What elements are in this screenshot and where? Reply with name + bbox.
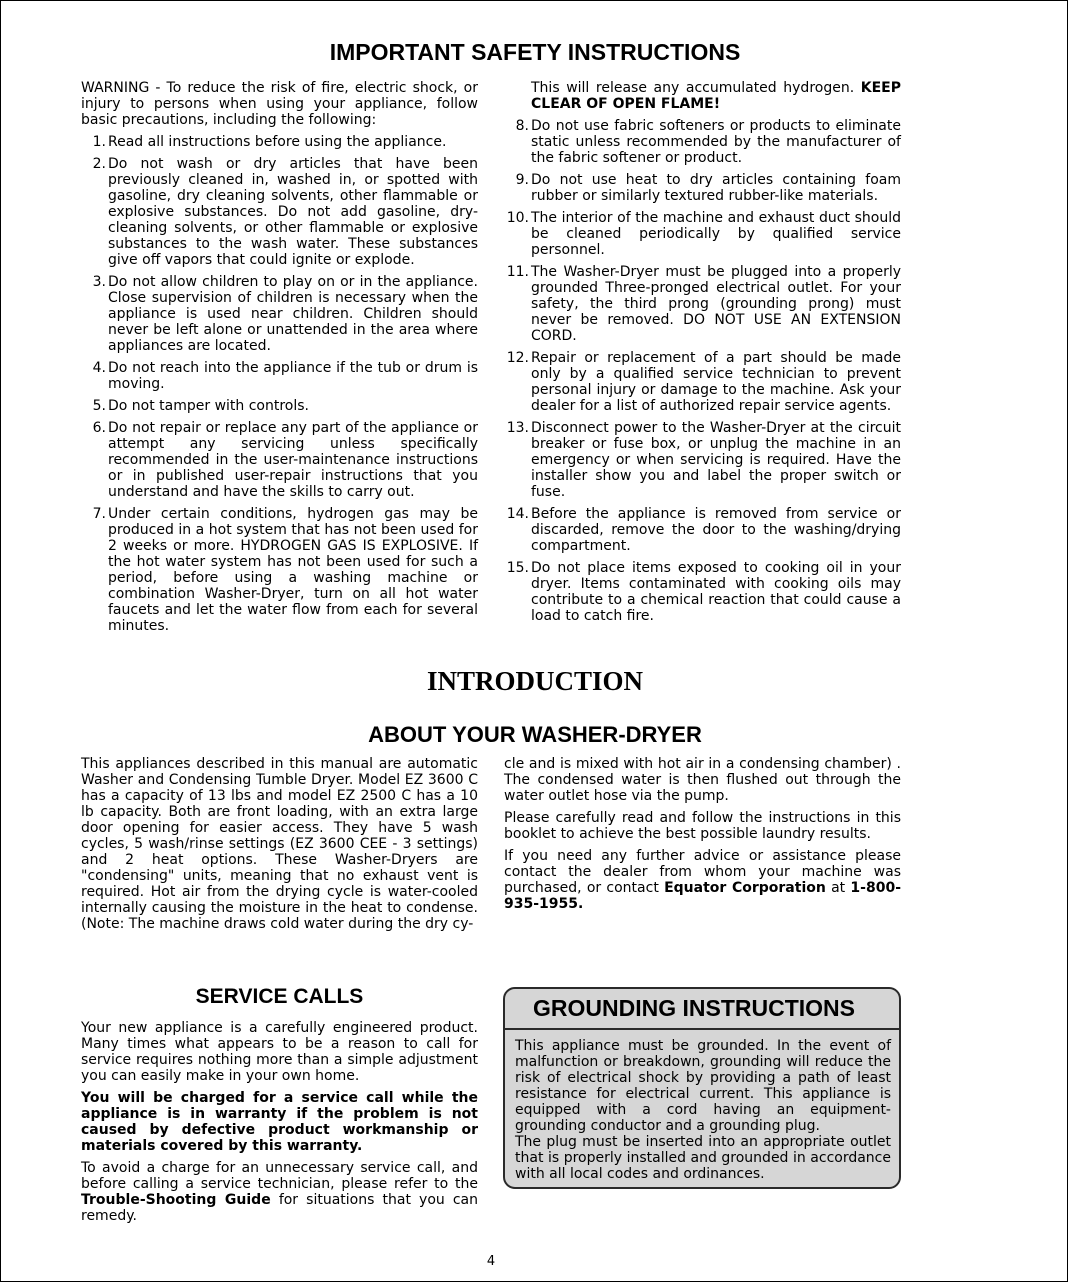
troubleshooting-guide-reference: Trouble-Shooting Guide [81,1192,271,1208]
intro-right-column [504,756,901,918]
safety-item: 15. Do not place items exposed to cooking oil in your dryer. Items contaminated with cooking oils may contribute to a chemical reaction that could cause a load to catch fire. [506,560,901,624]
phone-number: 1-800-935-1955. [504,880,902,912]
hydrogen-continuation: This will release any accumulated hydrogen. KEEP CLEAR OF OPEN FLAME! [531,80,901,112]
grounding-text-2: The plug must be inserted into an appropriate outlet that is properly installed and grounded in accordance with all local codes and ordinances. [515,1134,891,1182]
safety-item: 14. Before the appliance is removed from service or discarded, remove the door to the washing/drying compartment. [506,506,901,554]
intro-read-instructions-text: Please carefully read and follow the instructions in this booklet to achieve the best possible laundry results. [504,810,901,842]
service-calls-title: SERVICE CALLS [195,985,364,1008]
grounding-instructions-box [503,987,901,1189]
open-flame-warning: KEEP CLEAR OF OPEN FLAME! [531,80,901,112]
intro-condensed-water-text: cle and is mixed with hot air in a condensing chamber) . The condensed water is then flushed out through the water outlet hose via the pump. [504,756,901,804]
safety-list-part-2 [504,118,901,624]
safety-item: 4. Do not reach into the appliance if the tub or drum is moving. [92,360,478,392]
company-name: Equator Corporation [664,880,826,896]
grounding-body [505,1030,899,1182]
about-washer-dryer-title: ABOUT YOUR WASHER-DRYER [368,722,702,747]
safety-title: IMPORTANT SAFETY INSTRUCTIONS [329,39,741,65]
safety-item: 9. Do not use heat to dry articles containing foam rubber or similarly textured rubber-like materials. [515,172,901,204]
safety-item: 8. Do not use fabric softeners or products to eliminate static unless recommended by the manufacturer of the fabric softener or product. [515,118,901,166]
safety-item: 10. The interior of the machine and exhaust duct should be cleaned periodically by qualified service personnel. [506,210,901,258]
safety-item: 11. The Washer-Dryer must be plugged into a properly grounded Three-pronged electrical outlet. For your safety, the third prong (grounding prong) must never be removed. DO NOT USE AN EXTENSION CORD. [506,264,901,344]
intro-left-column [81,756,478,938]
safety-left-column [81,80,478,640]
safety-item: 6. Do not repair or replace any part of the appliance or attempt any servicing unless specifically recommended in the user-maintenance instructions or in published user-repair instructions that you understand and have the skills to carry out. [92,420,478,500]
page-number: 4 [486,1254,496,1269]
safety-right-column [504,80,901,630]
introduction-title: INTRODUCTION [426,666,644,696]
intro-contact-text: If you need any further advice or assistance please contact the dealer from whom your machine was purchased, or contact Equator Corporation at 1-800-935-1955. [504,848,902,912]
safety-item: 2. Do not wash or dry articles that have been previously cleaned in, washed in, or spotted with gasoline, dry cleaning solvents, other flammable or explosive substances. Do not add gasoline, dry-cleaning solvents, or other flammable or explosive substances to the wash water. These substances give off vapors that could ignite or explode. [92,156,478,268]
safety-item: 12. Repair or replacement of a part should be made only by a qualified service technician to prevent personal injury or damage to the machine. Ask your dealer for a list of authorized repair service agents. [506,350,901,414]
safety-item: 1. Read all instructions before using the appliance. [92,134,447,150]
safety-warning-intro: WARNING - To reduce the risk of fire, electric shock, or injury to persons when using your appliance, follow basic precautions, including the following: [81,80,478,128]
safety-item: 5. Do not tamper with controls. [92,398,310,414]
safety-item: 7. Under certain conditions, hydrogen gas may be produced in a hot system that has not been used for 2 weeks or more. HYDROGEN GAS IS EXPLOSIVE. If the hot water system has not been used for such a period, before using a washing machine or combination Washer-Dryer, turn on all hot water faucets and let the water flow from each for several minutes. [92,506,478,634]
safety-item: 3. Do not allow children to play on or in the appliance. Close supervision of children is necessary when the appliance is used near children. Children should never be left alone or unattended in the area where appliances are located. [92,274,478,354]
safety-list-part-1 [81,134,478,634]
safety-item: 13. Disconnect power to the Washer-Dryer at the circuit breaker or fuse box, or unplug the machine in an emergency or when servicing is required. Have the installer show you and label the proper switch or fuse. [506,420,901,500]
grounding-instructions-title: GROUNDING INSTRUCTIONS [533,995,855,1021]
grounding-text-1: This appliance must be grounded. In the event of malfunction or breakdown, grounding will reduce the risk of electrical shock by providing a path of least resistance for electrical current. This appliance is equipped with a cord having an equipment-grounding conductor and a grounding plug. [515,1038,891,1134]
service-charge-warning: You will be charged for a service call while the appliance is in warranty if the problem is not caused by defective product workmanship or materials covered by this warranty. [81,1090,478,1154]
service-intro-text: Your new appliance is a carefully engineered product. Many times what appears to be a reason to call for service requires nothing more than a simple adjustment you can easily make in your own home. [81,1020,478,1084]
intro-left-text: This appliances described in this manual are automatic Washer and Condensing Tumble Dryer. Model EZ 3600 C has a capacity of 13 lbs and model EZ 2500 C has a 10 lb capacity. Both are front loading, with an extra large door opening for easier access. They have 5 wash cycles, 5 wash/rinse settings (EZ 3600 CEE - 3 settings) and 2 heat options. These Washer-Dryers are "condensing" units, meaning that no exhaust vent is required. Hot air from the drying cycle is water-cooled internally causing the moisture in the heat to condense. (Note: The machine draws cold water during the dry cy- [81,756,478,932]
service-calls-column [81,1020,478,1230]
service-troubleshooting-text: To avoid a charge for an unnecessary service call, and before calling a service technician, please refer to the Trouble-Shooting Guide for situations that you can remedy. [81,1160,479,1224]
